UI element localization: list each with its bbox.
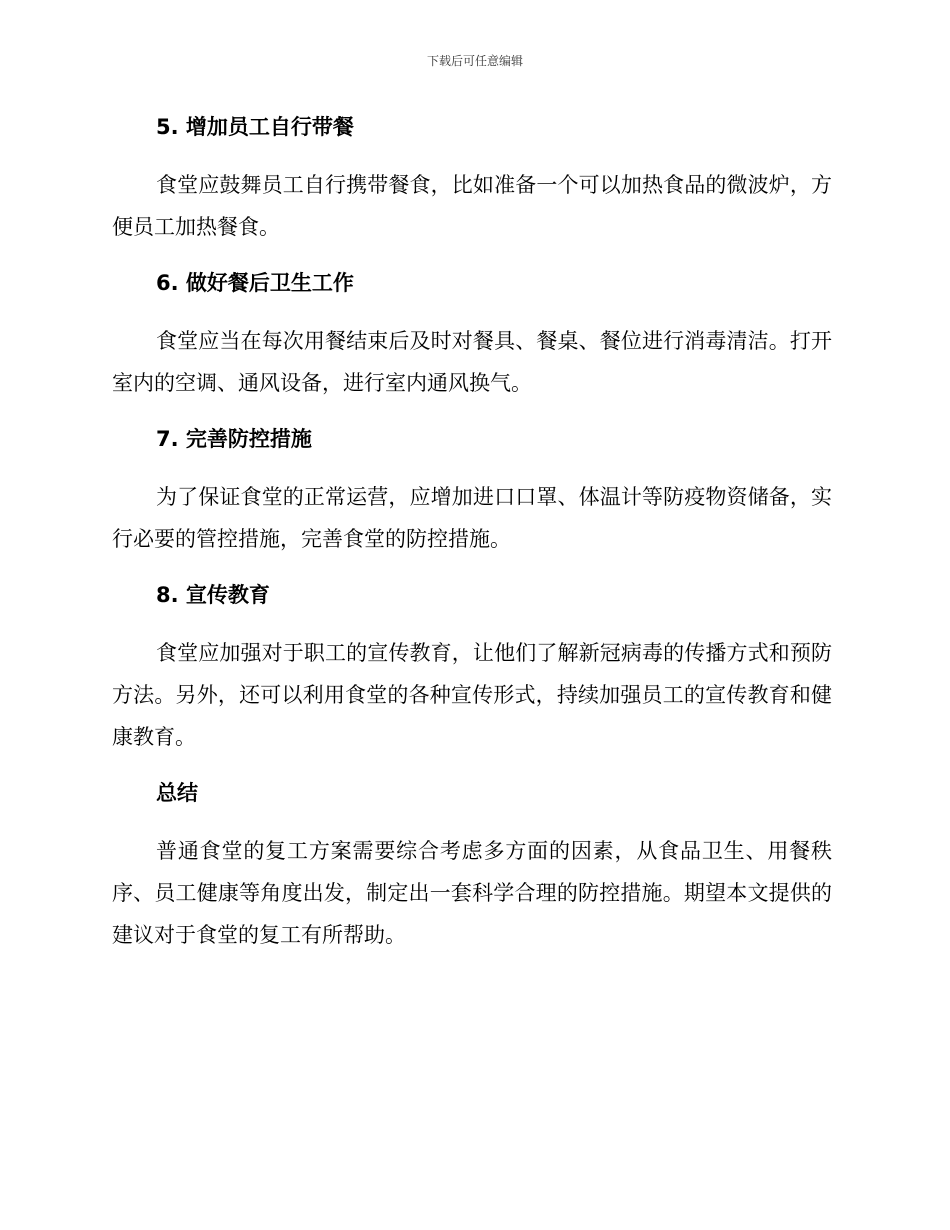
page-header: 下载后可任意编辑 [426, 54, 523, 68]
section-heading: 5. 增加员工自行带餐 [156, 115, 354, 139]
section-paragraph: 食堂应当在每次用餐结束后及时对餐具、餐桌、餐位进行消毒清洁。打开室内的空调、通风设备，进行室内通风换气。 [112, 329, 832, 395]
section-heading: 8. 宣传教育 [156, 583, 270, 607]
section-6 [112, 268, 832, 404]
section-heading: 总结 [156, 781, 198, 805]
section-paragraph: 食堂应加强对于职工的宣传教育，让他们了解新冠病毒的传播方式和预防方法。另外，还可以利用食堂的各种宣传形式，持续加强员工的宣传教育和健康教育。 [112, 641, 832, 749]
section-5 [112, 112, 832, 248]
section-paragraph: 为了保证食堂的正常运营，应增加进口口罩、体温计等防疫物资储备，实行必要的管控措施，完善食堂的防控措施。 [112, 485, 832, 551]
section-paragraph: 普通食堂的复工方案需要综合考虑多方面的因素，从食品卫生、用餐秩序、员工健康等角度出发，制定出一套科学合理的防控措施。期望本文提供的建议对于食堂的复工有所帮助。 [112, 839, 832, 947]
section-paragraph: 食堂应鼓舞员工自行携带餐食，比如准备一个可以加热食品的微波炉，方便员工加热餐食。 [112, 173, 832, 239]
section-heading: 7. 完善防控措施 [156, 427, 312, 451]
section-summary [112, 778, 832, 956]
section-7 [112, 424, 832, 560]
section-heading: 6. 做好餐后卫生工作 [156, 271, 354, 295]
document-body [112, 112, 832, 976]
section-8 [112, 580, 832, 758]
